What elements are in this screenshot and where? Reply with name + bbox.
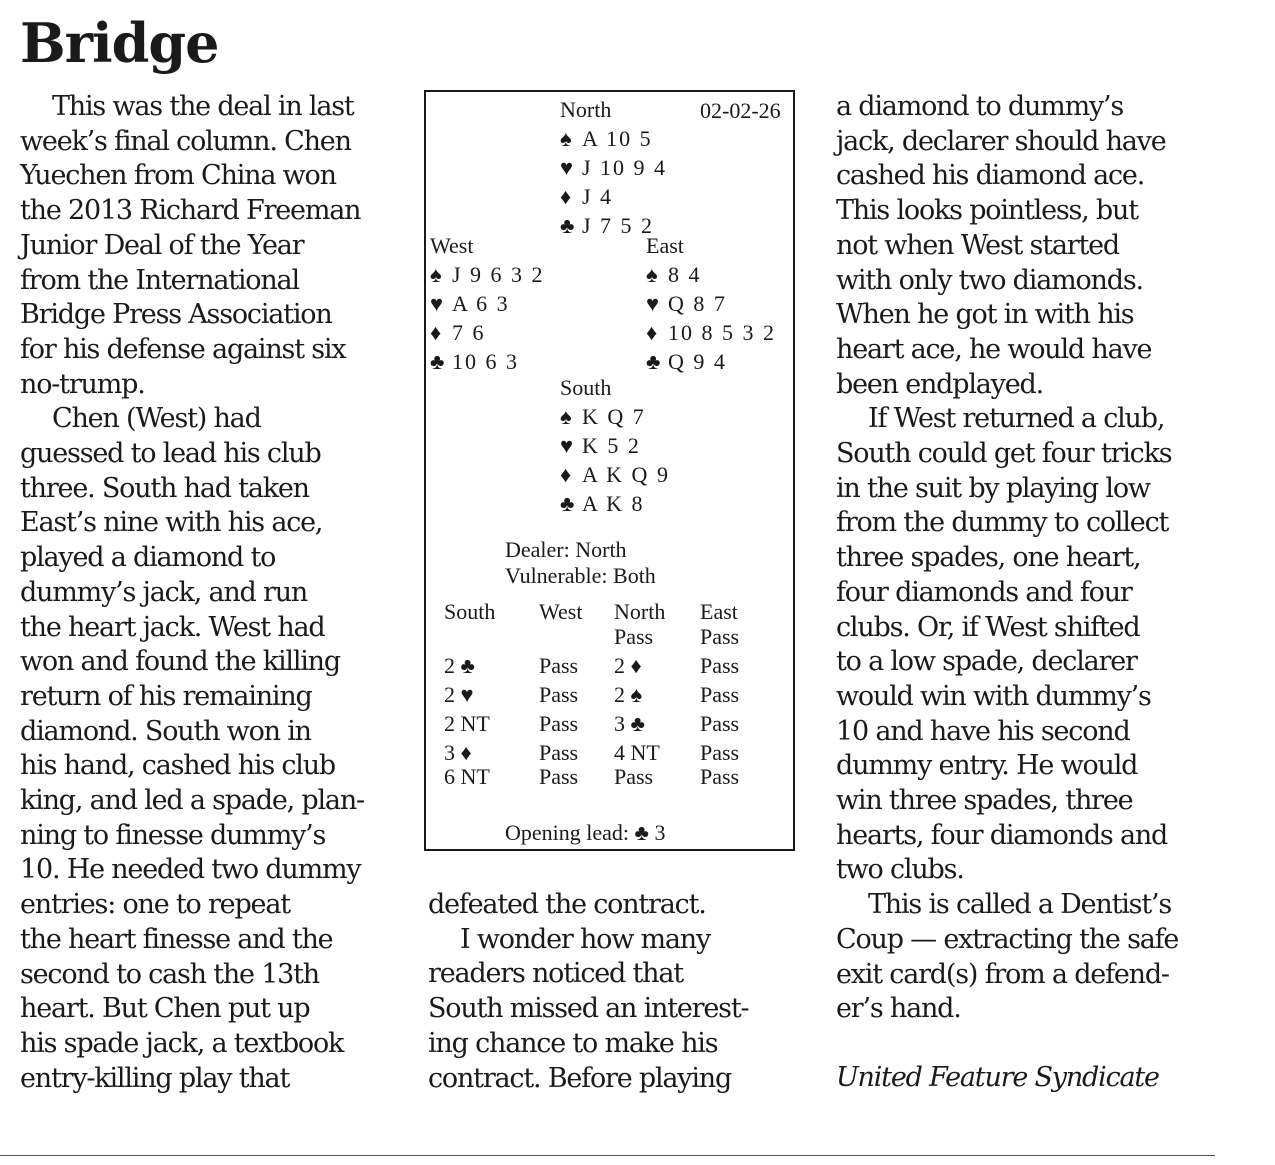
bidding-row: [444, 680, 784, 709]
text-line: This looks pointless, but: [836, 195, 1138, 227]
text-line: in the suit by playing low: [836, 472, 1150, 504]
text-line: defeated the contract.: [428, 889, 706, 920]
text-line: Yuechen from China won: [20, 160, 336, 192]
suit-row-diamonds: [560, 182, 667, 211]
bidding-row: [444, 762, 784, 791]
vulnerable-info: Vulnerable: Both: [505, 563, 656, 588]
text-line: heart. But Chen put up: [20, 993, 310, 1025]
bid-cell: Pass: [700, 682, 740, 707]
heart-icon: ♥: [646, 291, 660, 316]
suit-cards: K Q 7: [582, 404, 646, 429]
text-line: a diamond to dummy’s: [836, 91, 1124, 122]
diamond-icon: ♦: [646, 320, 658, 345]
text-line: to a low spade, declarer: [836, 646, 1137, 678]
text-line: his hand, cashed his club: [20, 750, 335, 782]
text-line: the 2013 Richard Freeman: [20, 195, 361, 227]
text-line: for his defense against six: [20, 333, 346, 365]
hand-label: West: [430, 233, 474, 258]
diamond-icon: ♦: [560, 462, 572, 487]
bid-cell: Pass: [539, 682, 579, 707]
hand-label: East: [646, 233, 684, 258]
bid-cell: Pass: [700, 653, 740, 678]
text-line: return of his remaining: [20, 680, 312, 712]
club-icon: ♣: [430, 349, 445, 374]
text-line: played a diamond to: [20, 542, 276, 574]
suit-row-spades: [560, 124, 667, 153]
heart-icon: ♥: [560, 155, 574, 180]
bidding-row: [444, 651, 784, 680]
spade-icon: ♠: [430, 262, 442, 287]
bid-cell: 2 NT: [444, 711, 490, 736]
article-column-1: [20, 90, 400, 1096]
text-line: been endplayed.: [836, 368, 1043, 400]
suit-row-hearts: [646, 289, 776, 318]
text-line: er’s hand.: [836, 993, 961, 1025]
text-line: week’s final column. Chen: [20, 125, 351, 157]
text-line: This is called a Dentist’s: [868, 889, 1172, 921]
hand-north: [560, 96, 667, 240]
heart-icon: ♥: [430, 291, 444, 316]
suit-row-diamonds: [560, 460, 670, 489]
bid-cell: 2 ♠: [614, 682, 643, 707]
hand-south: [560, 374, 670, 518]
text-line: ning to finesse dummy’s: [20, 819, 326, 851]
suit-row-spades: [560, 402, 670, 431]
bid-cell: Pass: [539, 653, 579, 678]
suit-cards: A K 8: [582, 491, 645, 516]
bid-cell: Pass: [700, 764, 740, 789]
opening-lead-label: Opening lead:: [505, 820, 635, 845]
opening-lead: [505, 820, 665, 846]
text-line: the heart finesse and the: [20, 923, 333, 955]
text-line: guessed to lead his club: [20, 438, 321, 470]
article-column-2: [428, 888, 808, 1096]
text-line: clubs. Or, if West shifted: [836, 611, 1140, 643]
spade-icon: ♠: [560, 126, 572, 151]
text-line: This was the deal in last: [52, 91, 354, 122]
hand-label: North: [560, 97, 612, 122]
bidding-header: West: [539, 599, 583, 624]
text-line: 10. He needed two dummy: [20, 854, 361, 886]
club-icon: ♣: [560, 491, 575, 516]
bid-cell: Pass: [614, 764, 654, 789]
diamond-icon: ♦: [560, 184, 572, 209]
suit-cards: Q 8 7: [668, 291, 727, 316]
bridge-diagram: [424, 90, 795, 851]
bidding-table: [444, 597, 784, 789]
text-line: South could get four tricks: [836, 438, 1172, 470]
text-line: would win with dummy’s: [836, 680, 1151, 712]
suit-cards: A K Q 9: [582, 462, 670, 487]
text-line: ing chance to make his: [428, 1027, 718, 1059]
text-line: I wonder how many: [460, 923, 711, 955]
suit-cards: J 9 6 3 2: [452, 262, 545, 287]
bid-cell: 6 NT: [444, 764, 490, 789]
suit-row-clubs: [646, 347, 776, 376]
text-line: no-trump.: [20, 368, 145, 400]
text-line: dummy’s jack, and run: [20, 576, 308, 608]
text-line: Chen (West) had: [52, 403, 261, 435]
suit-row-hearts: [430, 289, 545, 318]
hand-west: [430, 232, 545, 376]
bidding-row: [444, 622, 784, 651]
text-line: Coup — extracting the safe: [836, 923, 1179, 955]
text-line: 10 and have his second: [836, 715, 1130, 747]
club-icon: ♣: [560, 213, 575, 238]
text-line: diamond. South won in: [20, 715, 311, 747]
opening-lead-card: 3: [654, 820, 666, 845]
bid-cell: Pass: [539, 711, 579, 736]
suit-row-spades: [646, 260, 776, 289]
bid-cell: 2 ♦: [614, 653, 642, 678]
suit-row-clubs: [430, 347, 545, 376]
text-line: readers noticed that: [428, 958, 683, 990]
text-line: three spades, one heart,: [836, 542, 1141, 574]
text-line: second to cash the 13th: [20, 958, 319, 990]
dealer-info: Dealer: North: [505, 537, 627, 562]
text-line: exit card(s) from a defend-: [836, 958, 1169, 990]
text-line: heart ace, he would have: [836, 333, 1152, 365]
text-line: three. South had taken: [20, 472, 309, 504]
bid-cell: Pass: [700, 740, 740, 765]
suit-cards: A 10 5: [582, 126, 653, 151]
text-line: jack, declarer should have: [836, 125, 1166, 157]
text-line: contract. Before playing: [428, 1062, 732, 1094]
deal-date: 02-02-26: [700, 98, 781, 123]
text-line: from the dummy to collect: [836, 507, 1169, 539]
hand-label: South: [560, 375, 612, 400]
text-line: won and found the killing: [20, 646, 340, 678]
text-line: win three spades, three: [836, 785, 1133, 817]
text-line: Junior Deal of the Year: [20, 229, 304, 261]
suit-row-diamonds: [430, 318, 545, 347]
bid-cell: Pass: [539, 764, 579, 789]
bottom-divider: [0, 1155, 1215, 1156]
text-line: South missed an interest-: [428, 993, 749, 1025]
bidding-row: [444, 709, 784, 738]
bid-cell: 4 NT: [614, 740, 660, 765]
club-icon: ♣: [634, 820, 649, 845]
bid-cell: Pass: [700, 711, 740, 736]
text-line: his spade jack, a textbook: [20, 1027, 344, 1059]
text-line: four diamonds and four: [836, 576, 1132, 608]
spade-icon: ♠: [560, 404, 572, 429]
bidding-header: South: [444, 599, 496, 624]
suit-row-diamonds: [646, 318, 776, 347]
suit-cards: 8 4: [668, 262, 702, 287]
club-icon: ♣: [646, 349, 661, 374]
suit-cards: J 10 9 4: [582, 155, 668, 180]
text-line: If West returned a club,: [868, 403, 1165, 435]
bid-cell: Pass: [614, 624, 654, 649]
text-line: hearts, four diamonds and: [836, 819, 1168, 851]
bid-cell: 2 ♣: [444, 653, 475, 678]
spade-icon: ♠: [646, 262, 658, 287]
text-line: king, and led a spade, plan-: [20, 785, 364, 817]
suit-cards: K 5 2: [582, 433, 641, 458]
suit-cards: A 6 3: [452, 291, 510, 316]
page-title: Bridge: [20, 11, 219, 75]
heart-icon: ♥: [560, 433, 574, 458]
bid-cell: Pass: [539, 740, 579, 765]
text-line: not when West started: [836, 229, 1119, 261]
hand-east: [646, 232, 776, 376]
suit-cards: J 7 5 2: [582, 213, 655, 238]
text-line: two clubs.: [836, 854, 964, 886]
text-line: Bridge Press Association: [20, 299, 332, 331]
suit-cards: J 4: [582, 184, 614, 209]
bid-cell: 3 ♦: [444, 740, 472, 765]
text-line: from the International: [20, 264, 299, 296]
article-column-3: [836, 90, 1236, 1096]
suit-row-spades: [430, 260, 545, 289]
text-line: with only two diamonds.: [836, 264, 1143, 296]
text-line: East’s nine with his ace,: [20, 507, 323, 539]
text-line: entry-killing play that: [20, 1062, 290, 1094]
bidding-header: North: [614, 599, 666, 624]
suit-cards: 7 6: [452, 320, 486, 345]
bidding-header: East: [700, 599, 738, 624]
bid-cell: 2 ♥: [444, 682, 474, 707]
text-line: cashed his diamond ace.: [836, 160, 1145, 192]
text-line: the heart jack. West had: [20, 611, 325, 643]
credit-line: United Feature Syndicate: [836, 1061, 1159, 1093]
suit-row-hearts: [560, 431, 670, 460]
suit-row-hearts: [560, 153, 667, 182]
suit-cards: 10 6 3: [452, 349, 519, 374]
suit-row-clubs: [560, 489, 670, 518]
suit-cards: 10 8 5 3 2: [668, 320, 776, 345]
diamond-icon: ♦: [430, 320, 442, 345]
text-line: When he got in with his: [836, 299, 1134, 331]
suit-cards: Q 9 4: [668, 349, 727, 374]
bid-cell: Pass: [700, 624, 740, 649]
bid-cell: 3 ♣: [614, 711, 645, 736]
text-line: dummy entry. He would: [836, 750, 1138, 782]
text-line: entries: one to repeat: [20, 889, 290, 921]
